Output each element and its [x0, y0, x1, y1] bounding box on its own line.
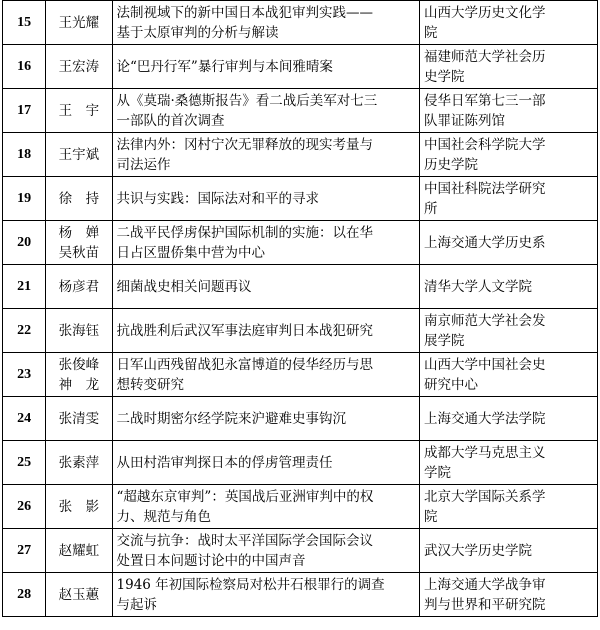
author-name [46, 89, 112, 133]
institution-line: 上海交通大学历史系 [424, 234, 546, 251]
institution-line: 展学院 [424, 332, 465, 349]
paper-title-line: 日军山西残留战犯永富博道的侵华经历与思 [116, 356, 374, 373]
paper-title-line: 法制视域下的新中国日本战犯审判实践—— [116, 4, 374, 21]
author-name [46, 45, 112, 89]
paper-title-line: 从田村浩审判探日本的俘虏管理责任 [116, 454, 333, 471]
row-number: 19 [3, 177, 46, 221]
institution-line: 所 [424, 200, 438, 217]
institution-line: 武汉大学历史学院 [424, 542, 533, 559]
paper-title [112, 397, 420, 441]
institution-line: 山西大学历史文化学 [424, 4, 546, 21]
table-row [3, 529, 598, 573]
paper-title-line: 共识与实践：国际法对和平的寻求 [116, 190, 320, 207]
institution [420, 133, 598, 177]
author-name-line: 赵耀虹 [58, 542, 100, 559]
institution-line: 侵华日军第七三一部 [424, 92, 546, 109]
row-number: 15 [3, 1, 46, 45]
institution [420, 177, 598, 221]
paper-title [112, 177, 420, 221]
institution-line: 上海交通大学战争审 [424, 576, 546, 593]
table-row [3, 221, 598, 265]
author-name [46, 441, 112, 485]
table-row [3, 1, 598, 45]
table-row [3, 309, 598, 353]
author-name [46, 221, 112, 265]
institution-line: 成都大学马克思主义 [424, 444, 546, 461]
table-row [3, 353, 598, 397]
paper-title-line: 想转变研究 [116, 376, 185, 393]
author-name-line: 杨彦君 [58, 278, 100, 295]
row-number: 26 [3, 485, 46, 529]
institution [420, 485, 598, 529]
paper-title [112, 1, 420, 45]
row-number: 22 [3, 309, 46, 353]
institution-line: 上海交通大学法学院 [424, 410, 546, 427]
table-body [3, 1, 598, 617]
author-name-line: 张海钰 [58, 322, 100, 339]
table-row [3, 45, 598, 89]
paper-title-line: 二战平民俘虏保护国际机制的实施：以在华 [116, 224, 374, 241]
institution [420, 89, 598, 133]
paper-title [112, 221, 420, 265]
paper-title [112, 309, 420, 353]
institution-line: 清华大学人文学院 [424, 278, 533, 295]
institution-line: 南京师范大学社会发 [424, 312, 546, 329]
paper-title-line: 二战时期密尔经学院来沪避难史事钩沉 [116, 410, 347, 427]
institution-line: 山西大学中国社会史 [424, 356, 546, 373]
institution-line: 队罪证陈列馆 [424, 112, 506, 129]
author-name [46, 309, 112, 353]
paper-title-line: 抗战胜利后武汉军事法庭审判日本战犯研究 [116, 322, 374, 339]
row-number: 21 [3, 265, 46, 309]
author-name-line: 张清雯 [58, 410, 100, 427]
paper-title [112, 265, 420, 309]
row-number: 28 [3, 573, 46, 617]
paper-title-line: 1946 年初国际检察局对松井石根罪行的调查 [116, 576, 385, 593]
paper-title-line: 法律内外：冈村宁次无罪释放的现实考量与 [116, 136, 374, 153]
paper-title [112, 353, 420, 397]
institution [420, 573, 598, 617]
institution-line: 院 [424, 508, 438, 525]
institution [420, 265, 598, 309]
institution [420, 221, 598, 265]
author-name-line: 张 影 [58, 498, 100, 515]
author-name-line: 王 宇 [58, 102, 100, 119]
paper-title-line: 司法运作 [116, 156, 171, 173]
author-name [46, 529, 112, 573]
paper-title [112, 441, 420, 485]
row-number: 23 [3, 353, 46, 397]
institution-line: 中国社会科学院大学 [424, 136, 546, 153]
paper-title [112, 45, 420, 89]
institution [420, 353, 598, 397]
row-number: 20 [3, 221, 46, 265]
row-number: 27 [3, 529, 46, 573]
row-number: 17 [3, 89, 46, 133]
paper-title [112, 133, 420, 177]
institution-line: 院 [424, 24, 438, 41]
author-name-line: 王宇斌 [58, 146, 100, 163]
table-row [3, 89, 598, 133]
institution-line: 历史学院 [424, 156, 479, 173]
author-name-line: 徐 持 [58, 190, 100, 207]
table-row [3, 397, 598, 441]
table-row [3, 133, 598, 177]
paper-title-line: “超越东京审判”：英国战后亚洲审判中的权 [116, 488, 374, 505]
author-name [46, 397, 112, 441]
paper-title [112, 573, 420, 617]
institution-line: 学院 [424, 464, 452, 481]
row-number: 18 [3, 133, 46, 177]
paper-title [112, 89, 420, 133]
author-name [46, 353, 112, 397]
institution [420, 45, 598, 89]
table-row [3, 265, 598, 309]
row-number: 16 [3, 45, 46, 89]
author-name [46, 133, 112, 177]
paper-title-line: 处置日本问题讨论中的中国声音 [116, 552, 306, 569]
institution [420, 1, 598, 45]
table-row [3, 177, 598, 221]
paper-title [112, 529, 420, 573]
table-row [3, 573, 598, 617]
institution-line: 判与世界和平研究院 [424, 596, 546, 613]
paper-title-line: 论“巴丹行军”暴行审判与本间雅晴案 [116, 58, 333, 75]
institution [420, 529, 598, 573]
author-name-line: 张素萍 [58, 454, 100, 471]
paper-title-line: 力、规范与角色 [116, 508, 212, 525]
author-name-line: 王光耀 [58, 14, 100, 31]
institution [420, 441, 598, 485]
paper-title-line: 细菌战史相关问题再议 [116, 278, 252, 295]
author-name-line: 王宏涛 [58, 58, 100, 75]
institution-line: 北京大学国际关系学 [424, 488, 546, 505]
row-number: 25 [3, 441, 46, 485]
paper-title-line: 与起诉 [116, 596, 158, 613]
institution-line: 中国社科院法学研究 [424, 180, 546, 197]
author-name-line: 张俊峰 [58, 356, 100, 373]
author-name-line: 吴秋苗 [58, 244, 100, 261]
institution-line: 研究中心 [424, 376, 479, 393]
paper-title-line: 一部队的首次调查 [116, 112, 225, 129]
author-name-line: 神 龙 [58, 376, 100, 393]
author-name [46, 485, 112, 529]
author-name [46, 1, 112, 45]
table-row [3, 441, 598, 485]
institution [420, 397, 598, 441]
paper-title [112, 485, 420, 529]
table-row [3, 485, 598, 529]
row-number: 24 [3, 397, 46, 441]
paper-title-line: 交流与抗争：战时太平洋国际学会国际会议 [116, 532, 374, 549]
paper-title-line: 基于太原审判的分析与解读 [116, 24, 279, 41]
paper-title-line: 日占区盟侨集中营为中心 [116, 244, 266, 261]
author-name [46, 177, 112, 221]
institution-line: 福建师范大学社会历 [424, 48, 546, 65]
paper-title-line: 从《莫瑞·桑德斯报告》看二战后美军对七三 [116, 92, 378, 109]
author-name-line: 赵玉蕙 [58, 586, 100, 603]
author-name [46, 265, 112, 309]
institution [420, 309, 598, 353]
institution-line: 史学院 [424, 68, 465, 85]
author-name [46, 573, 112, 617]
participants-table [2, 0, 598, 617]
author-name-line: 杨 婵 [58, 224, 100, 241]
